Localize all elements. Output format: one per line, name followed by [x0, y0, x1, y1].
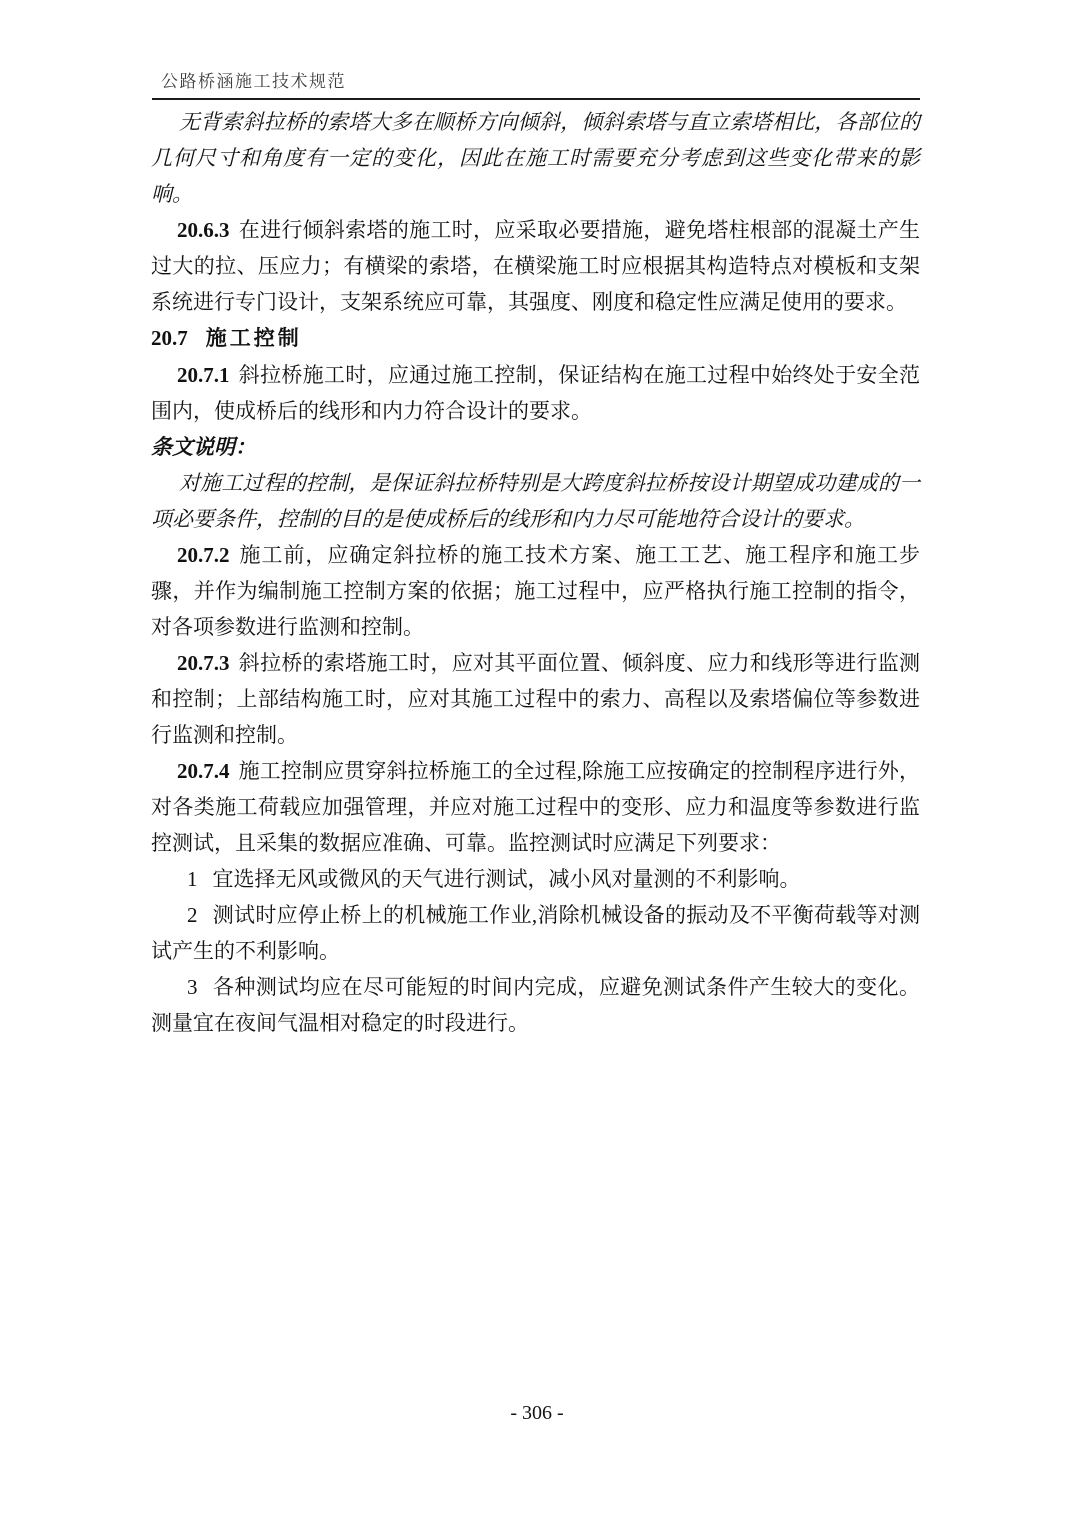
section-title: 施工控制	[205, 327, 302, 350]
clause-text: 斜拉桥的索塔施工时，应对其平面位置、倾斜度、应力和线形等进行监测和控制；上部结构施工时，应对其施工过程中的索力、高程以及索塔偏位等参数进行监测和控制。	[151, 651, 920, 747]
clause-text: 在进行倾斜索塔的施工时，应采取必要措施，避免塔柱根部的混凝土产生过大的拉、压应力；有横梁的索塔，在横梁施工时应根据其构造特点对模板和支架系统进行专门设计，支架系统应可靠，其强度、刚度和稳定性应满足使用的要求。	[151, 218, 920, 314]
page-footer	[0, 1402, 1074, 1425]
commentary-intro-paragraph: 无背索斜拉桥的索塔大多在顺桥方向倾斜，倾斜索塔与直立索塔相比，各部位的几何尺寸和角度有一定的变化，因此在施工时需要充分考虑到这些变化带来的影响。	[151, 110, 920, 206]
section-heading-20-7	[151, 320, 920, 357]
clause-20-6-3	[151, 212, 920, 320]
clause-number: 20.7.2	[177, 543, 230, 567]
clause-number: 20.7.3	[177, 651, 230, 675]
document-title: 公路桥涵施工技术规范	[161, 72, 346, 91]
list-item-2	[151, 897, 920, 969]
clause-20-7-2	[151, 537, 920, 645]
clause-text: 施工前，应确定斜拉桥的施工技术方案、施工工艺、施工程序和施工步骤，并作为编制施工控制方案的依据；施工过程中，应严格执行施工控制的指令，对各项参数进行监测和控制。	[151, 543, 920, 639]
list-item-text: 各种测试均应在尽可能短的时间内完成，应避免测试条件产生较大的变化。测量宜在夜间气温相对稳定的时段进行。	[151, 975, 920, 1035]
document-body	[151, 104, 920, 1041]
clause-number: 20.7.1	[177, 363, 230, 387]
clause-number: 20.7.4	[177, 759, 230, 783]
page-number: - 306 -	[510, 1402, 564, 1424]
list-item-1	[151, 861, 920, 897]
list-item-number: 2	[187, 903, 198, 927]
clause-number: 20.6.3	[177, 218, 230, 242]
clause-20-7-4	[151, 753, 920, 861]
clause-text: 斜拉桥施工时，应通过施工控制，保证结构在施工过程中始终处于安全范围内，使成桥后的线形和内力符合设计的要求。	[151, 363, 920, 423]
list-item-text: 宜选择无风或微风的天气进行测试，减小风对量测的不利影响。	[212, 867, 801, 891]
list-item-number: 3	[187, 975, 198, 999]
page-header	[152, 70, 920, 100]
list-item-number: 1	[187, 867, 198, 891]
section-number: 20.7	[151, 326, 188, 350]
list-item-text: 测试时应停止桥上的机械施工作业,消除机械设备的振动及不平衡荷载等对测试产生的不利影响。	[151, 903, 920, 963]
commentary-label: 条文说明：	[151, 435, 256, 459]
commentary-paragraph: 对施工过程的控制，是保证斜拉桥特别是大跨度斜拉桥按设计期望成功建成的一项必要条件，控制的目的是使成桥后的线形和内力尽可能地符合设计的要求。	[151, 471, 920, 531]
clause-text: 施工控制应贯穿斜拉桥施工的全过程,除施工应按确定的控制程序进行外，对各类施工荷载应加强管理，并应对施工过程中的变形、应力和温度等参数进行监控测试，且采集的数据应准确、可靠。监控测试时应满足下列要求：	[151, 759, 920, 855]
clause-20-7-3	[151, 645, 920, 753]
list-item-3	[151, 969, 920, 1041]
clause-20-7-1	[151, 357, 920, 429]
